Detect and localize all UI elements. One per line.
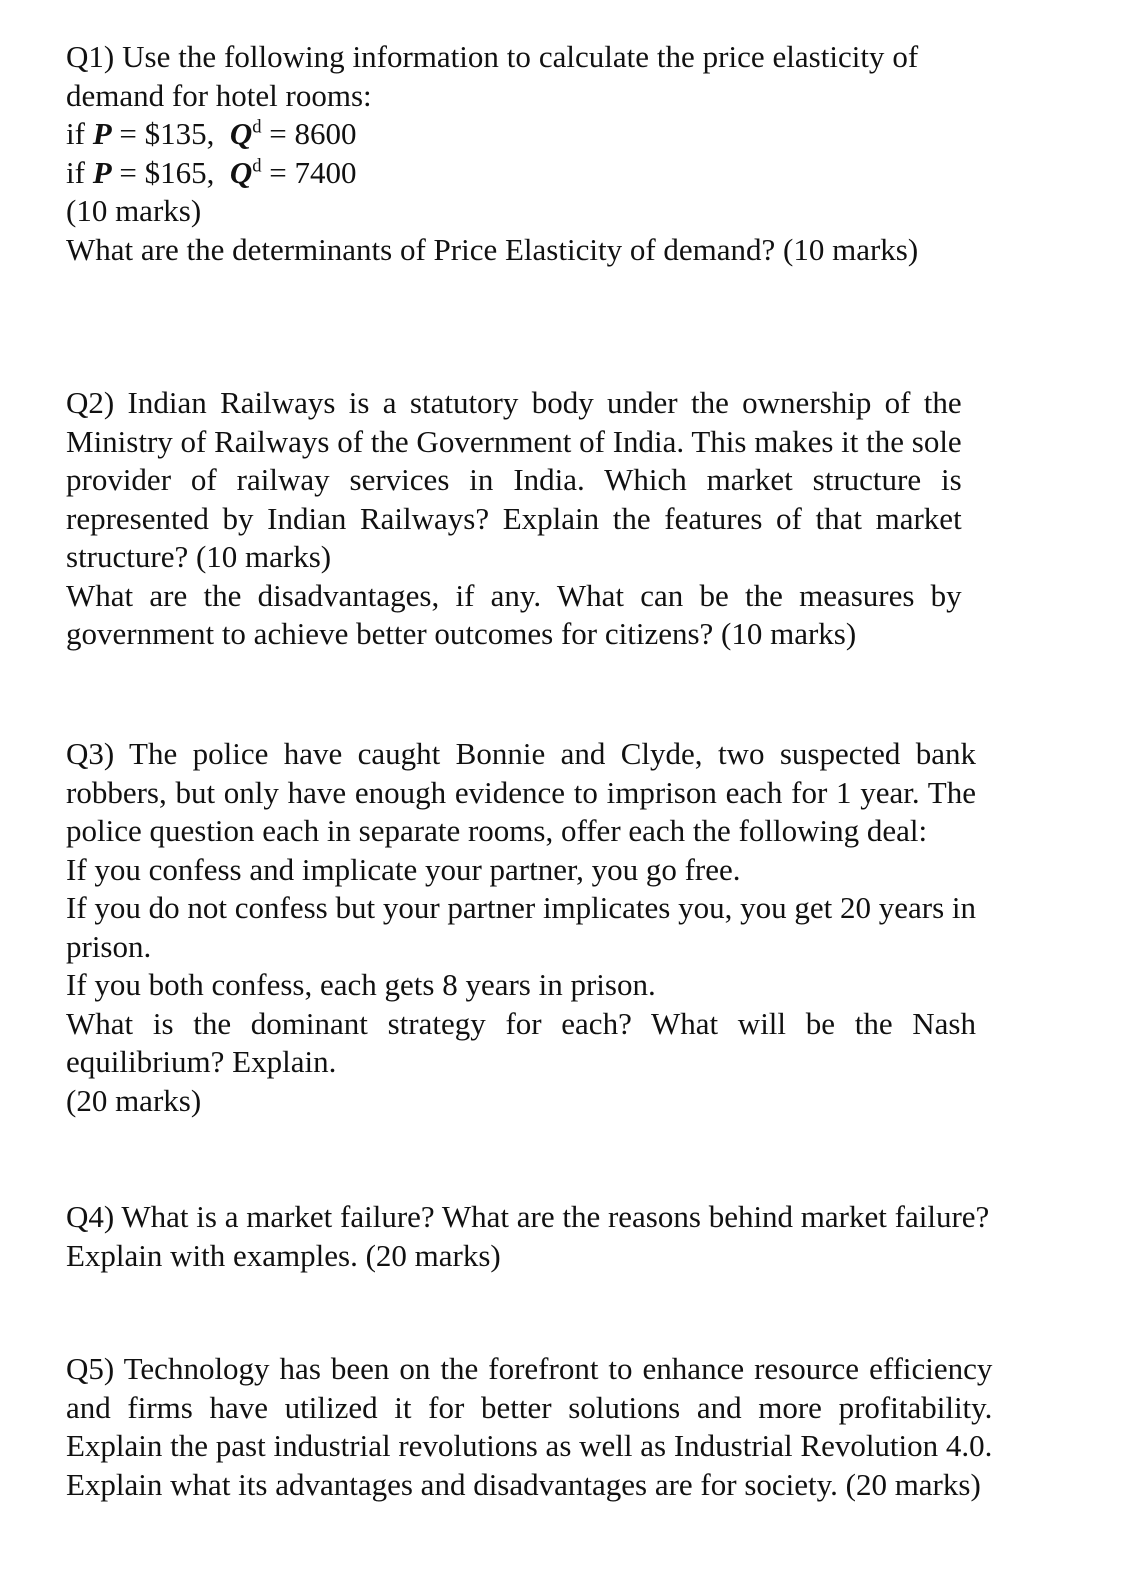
q2-line-2: Ministry of Railways of the Government of India. This makes it the sole [66, 423, 962, 459]
q3-line-8: What is the dominant strategy for each? What will be the Nash [66, 1005, 976, 1041]
q1-condition-1 [66, 115, 918, 154]
q5-line-2: and firms have utilized it for better solutions and more profitability. [66, 1389, 993, 1425]
q1-c2-if: if [66, 154, 85, 190]
question-4 [66, 1198, 989, 1275]
q1-c1-price-symbol: P [92, 116, 112, 151]
q1-c1-price-value: = $135, [111, 116, 215, 151]
q2-line-4: represented by Indian Railways? Explain the features of that market [66, 500, 962, 536]
q1-c2-quantity-symbol: Q [229, 154, 253, 190]
q1-c1-quantity-value: = 8600 [261, 116, 357, 151]
question-2 [66, 384, 962, 654]
q1-c2-price-value: = $165, [111, 154, 215, 190]
q1-condition-2 [66, 154, 918, 193]
q1-marks: (10 marks) [66, 193, 202, 228]
q2-line-6: What are the disadvantages, if any. What can be the measures by [66, 577, 962, 613]
q1-c2-price-symbol: P [92, 154, 112, 190]
q3-line-6: prison. [66, 928, 152, 964]
q3-line-5: If you do not confess but your partner implicates you, you get 20 years in [66, 890, 976, 925]
q1-line-1: Q1) Use the following information to calculate the price elasticity of [66, 39, 919, 74]
question-5 [66, 1350, 992, 1504]
q3-line-1: Q3) The police have caught Bonnie and Clyde, two suspected bank [66, 736, 976, 771]
q1-c2-quantity-superscript: d [252, 155, 262, 177]
q3-line-9: equilibrium? Explain. [66, 1044, 337, 1079]
q5-line-4: Explain what its advantages and disadvantages are for society. (20 marks) [66, 1466, 981, 1502]
q5-line-3: Explain the past industrial revolutions as well as Industrial Revolution 4.0. [66, 1428, 993, 1463]
question-1 [66, 38, 918, 269]
q1-c1-quantity-symbol: Q [229, 116, 253, 151]
q3-line-4: If you confess and implicate your partner, you go free. [66, 851, 741, 887]
q3-line-7: If you both confess, each gets 8 years in prison. [66, 967, 656, 1002]
q2-line-5: structure? (10 marks) [66, 539, 332, 574]
q4-line-2: Explain with examples. (20 marks) [66, 1237, 501, 1273]
q3-line-3: police question each in separate rooms, offer each the following deal: [66, 813, 928, 848]
q1-line-2: demand for hotel rooms: [66, 77, 372, 113]
q1-c2-quantity-value: = 7400 [261, 154, 357, 190]
q3-line-2: robbers, but only have enough evidence to imprison each for 1 year. The [66, 774, 976, 810]
q2-line-3: provider of railway services in India. Which market structure is [66, 462, 962, 497]
question-3 [66, 735, 976, 1120]
q1-c1-if: if [66, 116, 85, 151]
q1-c1-quantity-superscript: d [252, 116, 262, 138]
q1-part-2: What are the determinants of Price Elasticity of demand? (10 marks) [66, 231, 919, 267]
q4-line-1: Q4) What is a market failure? What are the reasons behind market failure? [66, 1199, 990, 1234]
q2-line-7: government to achieve better outcomes for citizens? (10 marks) [66, 616, 857, 651]
q5-line-1: Q5) Technology has been on the forefront to enhance resource efficiency [66, 1351, 993, 1386]
q3-line-10: (20 marks) [66, 1082, 202, 1118]
q2-line-1: Q2) Indian Railways is a statutory body under the ownership of the [66, 385, 962, 420]
